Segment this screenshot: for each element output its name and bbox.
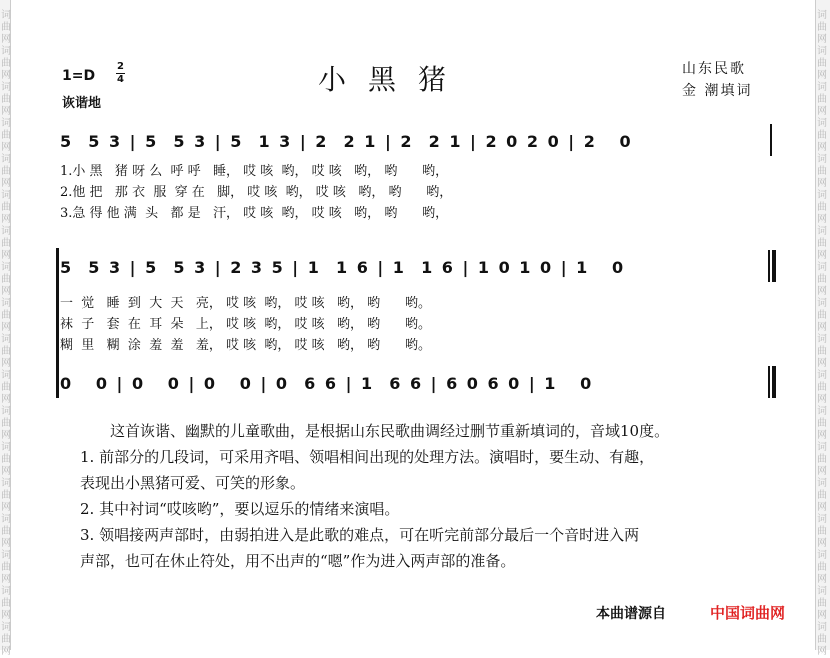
watermark-char: 网 <box>1 34 11 45</box>
watermark-char: 网 <box>817 646 827 657</box>
watermark-char: 网 <box>1 466 11 477</box>
lyric-line: 1.小 黑 猪 呀 么 呼 呼 睡， 哎 咳 哟， 哎 咳 哟， 哟 哟， <box>60 164 449 179</box>
watermark-char: 网 <box>1 610 11 621</box>
watermark-char: 曲 <box>1 130 11 141</box>
time-denominator: 4 <box>117 74 124 85</box>
note-paragraph: 3. 领唱接两声部时，由弱拍进入是此歌的难点，可在听完前部分最后一个音时进入两 <box>80 526 640 544</box>
watermark-char: 网 <box>1 70 11 81</box>
score-row-3 <box>60 364 770 398</box>
watermark-char: 网 <box>817 34 827 45</box>
watermark-char: 词 <box>817 442 827 453</box>
watermark-char: 网 <box>1 538 11 549</box>
watermark-char: 词 <box>1 370 11 381</box>
watermark-char: 词 <box>817 478 827 489</box>
watermark-char: 曲 <box>817 22 827 33</box>
watermark-char: 词 <box>817 514 827 525</box>
watermark-char: 曲 <box>817 634 827 645</box>
watermark-char: 词 <box>1 586 11 597</box>
watermark-char: 曲 <box>817 166 827 177</box>
watermark-char: 词 <box>1 298 11 309</box>
score-row-2 <box>60 248 770 282</box>
watermark-char: 曲 <box>1 382 11 393</box>
credit-origin: 山东民歌 <box>682 61 746 77</box>
watermark-char: 网 <box>1 394 11 405</box>
watermark-char: 词 <box>817 10 827 21</box>
lyric-line: 糊 里 糊 涂 羞 羞 羞， 哎 咳 哟， 哎 咳 哟， 哟 哟。 <box>60 338 431 353</box>
watermark-char: 词 <box>817 622 827 633</box>
lyric-line: 一 觉 睡 到 大 天 亮， 哎 咳 哟， 哎 咳 哟， 哟 哟。 <box>60 296 431 311</box>
watermark-char: 词 <box>817 370 827 381</box>
watermark-char: 网 <box>1 322 11 333</box>
watermark-char: 网 <box>817 214 827 225</box>
credit-lyricist: 金 潮填词 <box>682 83 753 99</box>
watermark-char: 曲 <box>817 598 827 609</box>
watermark-char: 网 <box>817 538 827 549</box>
watermark-char: 网 <box>817 70 827 81</box>
watermark-char: 词 <box>817 298 827 309</box>
watermark-char: 网 <box>1 214 11 225</box>
watermark-char: 词 <box>1 550 11 561</box>
watermark-char: 网 <box>1 502 11 513</box>
note-line: 5 5 3 | 5 5 3 | 2 3 5 | 1 1 6 | 1 1 6 | 1 0 1 0 | 1 0 <box>60 258 626 277</box>
watermark-char: 曲 <box>1 634 11 645</box>
watermark-char: 词 <box>1 226 11 237</box>
note-paragraph: 表现出小黑猪可爱、可笑的形象。 <box>80 474 306 492</box>
watermark-char: 网 <box>1 142 11 153</box>
watermark-char: 网 <box>1 178 11 189</box>
watermark-char: 词 <box>1 334 11 345</box>
watermark-char: 词 <box>1 82 11 93</box>
watermark-char: 网 <box>1 358 11 369</box>
notes-section <box>80 418 770 574</box>
watermark-char: 词 <box>817 190 827 201</box>
watermark-char: 词 <box>817 82 827 93</box>
watermark-char: 曲 <box>817 346 827 357</box>
watermark-char: 词 <box>1 154 11 165</box>
watermark-char: 曲 <box>1 94 11 105</box>
source-label: 本曲谱源自 <box>596 606 666 622</box>
watermark-char: 曲 <box>1 490 11 501</box>
note-line: 5 5 3 | 5 5 3 | 5 1 3 | 2 2 1 | 2 2 1 | 2 0 2 0 | 2 0 <box>60 132 633 151</box>
final-barline <box>768 366 770 398</box>
watermark-char: 网 <box>817 250 827 261</box>
watermark-char: 网 <box>1 430 11 441</box>
watermark-char: 曲 <box>817 454 827 465</box>
watermark-char: 曲 <box>1 562 11 573</box>
watermark-char: 网 <box>817 322 827 333</box>
watermark-char: 曲 <box>817 94 827 105</box>
note-paragraph: 2. 其中衬词“哎咳哟”，要以逗乐的情绪来演唱。 <box>80 500 400 518</box>
watermark-char: 曲 <box>1 238 11 249</box>
watermark-char: 曲 <box>817 130 827 141</box>
note-paragraph: 声部，也可在休止符处，用不出声的“嗯”作为进入两声部的准备。 <box>80 552 516 570</box>
watermark-char: 网 <box>817 358 827 369</box>
watermark-char: 词 <box>817 334 827 345</box>
watermark-char: 词 <box>1 10 11 21</box>
watermark-char: 网 <box>1 286 11 297</box>
note-line: 0 0 | 0 0 | 0 0 | 0 6 6 | 1 6 6 | 6 0 6 0 | 1 0 <box>60 374 594 393</box>
barline <box>770 124 772 156</box>
watermark-char: 词 <box>817 406 827 417</box>
time-signature <box>116 62 125 85</box>
watermark-char: 网 <box>817 178 827 189</box>
watermark-char: 词 <box>1 442 11 453</box>
watermark-char: 曲 <box>1 454 11 465</box>
watermark-char: 曲 <box>1 598 11 609</box>
watermark-char: 词 <box>817 262 827 273</box>
final-barline-thick <box>772 250 776 282</box>
watermark-char: 曲 <box>817 382 827 393</box>
watermark-char: 曲 <box>817 490 827 501</box>
watermark-char: 词 <box>1 514 11 525</box>
watermark-char: 网 <box>817 610 827 621</box>
song-title: 小黑猪 <box>318 63 469 96</box>
watermark-char: 曲 <box>1 22 11 33</box>
watermark-char: 词 <box>817 586 827 597</box>
watermark-char: 网 <box>817 430 827 441</box>
watermark-char: 曲 <box>1 166 11 177</box>
tempo-marking: 诙谐地 <box>62 96 102 111</box>
watermark-char: 曲 <box>1 274 11 285</box>
watermark-char: 词 <box>817 46 827 57</box>
watermark-char: 网 <box>1 574 11 585</box>
key-signature: 1=D <box>62 68 96 84</box>
system-bracket <box>56 248 59 398</box>
final-barline-thick <box>772 366 776 398</box>
watermark-char: 网 <box>1 106 11 117</box>
watermark-char: 曲 <box>1 310 11 321</box>
watermark-char: 曲 <box>1 346 11 357</box>
watermark-char: 网 <box>817 466 827 477</box>
watermark-char: 网 <box>817 574 827 585</box>
time-numerator: 2 <box>117 61 124 72</box>
watermark-char: 曲 <box>817 238 827 249</box>
watermark-char: 词 <box>1 118 11 129</box>
watermark-char: 词 <box>1 406 11 417</box>
lyric-line: 2.他 把 那 衣 服 穿 在 脚， 哎 咳 哟， 哎 咳 哟， 哟 哟， <box>60 185 453 200</box>
watermark-char: 曲 <box>817 310 827 321</box>
watermark-char: 曲 <box>1 418 11 429</box>
watermark-char: 词 <box>1 46 11 57</box>
final-barline <box>768 250 770 282</box>
watermark-char: 词 <box>1 622 11 633</box>
watermark-char: 词 <box>1 190 11 201</box>
watermark-char: 曲 <box>817 274 827 285</box>
watermark-char: 曲 <box>817 202 827 213</box>
watermark-char: 网 <box>1 646 11 657</box>
watermark-char: 词 <box>817 550 827 561</box>
lyric-line: 袜 子 套 在 耳 朵 上， 哎 咳 哟， 哎 咳 哟， 哟 哟。 <box>60 317 431 332</box>
watermark-char: 网 <box>817 142 827 153</box>
watermark-char: 词 <box>1 262 11 273</box>
watermark-char: 曲 <box>1 202 11 213</box>
watermark-char: 词 <box>817 118 827 129</box>
score-row-1 <box>60 122 770 156</box>
site-link[interactable]: 中国词曲网 <box>710 604 786 622</box>
watermark-char: 曲 <box>817 58 827 69</box>
watermark-char: 曲 <box>817 562 827 573</box>
watermark-char: 曲 <box>817 526 827 537</box>
note-paragraph: 1. 前部分的几段词，可采用齐唱、领唱相间出现的处理方法。演唱时，要生动、有趣， <box>80 448 655 466</box>
watermark-char: 词 <box>817 154 827 165</box>
watermark-char: 网 <box>817 394 827 405</box>
watermark-char: 网 <box>817 106 827 117</box>
lyric-line: 3.急 得 他 满 头 都 是 汗， 哎 咳 哟， 哎 咳 哟， 哟 哟， <box>60 206 449 221</box>
watermark-char: 网 <box>817 286 827 297</box>
watermark-char: 曲 <box>1 526 11 537</box>
watermark-char: 词 <box>817 226 827 237</box>
note-paragraph: 这首诙谐、幽默的儿童歌曲，是根据山东民歌曲调经过删节重新填词的，音域10度。 <box>110 422 670 440</box>
watermark-char: 曲 <box>1 58 11 69</box>
watermark-char: 词 <box>1 478 11 489</box>
watermark-char: 网 <box>817 502 827 513</box>
watermark-char: 曲 <box>817 418 827 429</box>
watermark-char: 网 <box>1 250 11 261</box>
